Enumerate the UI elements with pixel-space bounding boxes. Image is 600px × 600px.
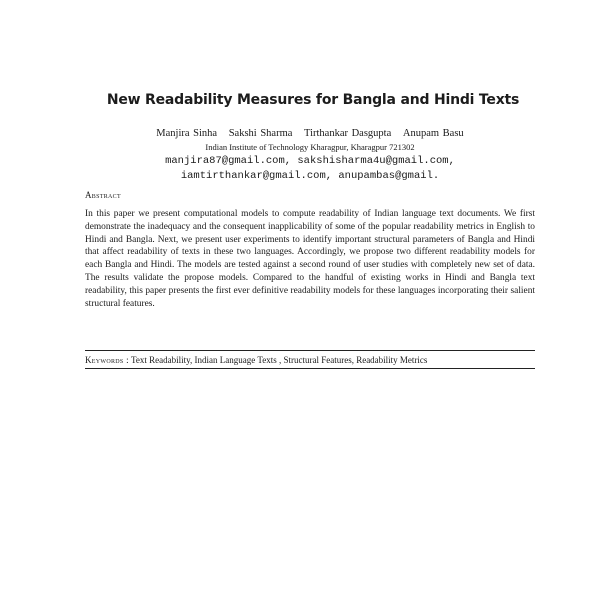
paper-title: New Readability Measures for Bangla and Hindi Texts (106, 92, 520, 108)
keywords-box (85, 350, 535, 369)
keywords-heading: Keywords : (85, 355, 129, 365)
email-line: iamtirthankar@gmail.com, anupambas@gmail. (180, 170, 440, 182)
abstract-heading: Abstract (85, 190, 121, 200)
author-name: Sakshi Sharma (228, 128, 293, 139)
author-name: Tirthankar Dasgupta (304, 128, 392, 139)
email-line: manjira87@gmail.com, sakshisharma4u@gmail.com, (165, 155, 455, 167)
author-emails (0, 154, 600, 184)
author-name: Anupam Basu (402, 128, 464, 139)
abstract-text: In this paper we present computational models to compute readability of Indian language text documents. We first demonstrate the inadequacy and the consequent inapplicability of some of the popular readability metrics in English to Hindi and Bangla. Next, we present user experiments to identify important structural parameters of Bangla and Hindi that affect readability of texts in these two languages. Accordingly, we propose two different readability models for each Bangla and Hindi. The models are tested against a second round of user studies with completely new set of data. The results validate the propose models. Compared to the handful of existing works in Hindi and Bangla text readability, this paper presents the first ever definitive readability models for these languages incorporating their salient structural features. (85, 209, 535, 309)
affiliation: Indian Institute of Technology Kharagpur, Kharagpur 721302 (205, 142, 415, 152)
author-list (0, 128, 600, 139)
keywords-text: Text Readability, Indian Language Texts , Structural Features, Readability Metrics (131, 355, 428, 365)
author-name: Manjira Sinha (156, 128, 218, 139)
